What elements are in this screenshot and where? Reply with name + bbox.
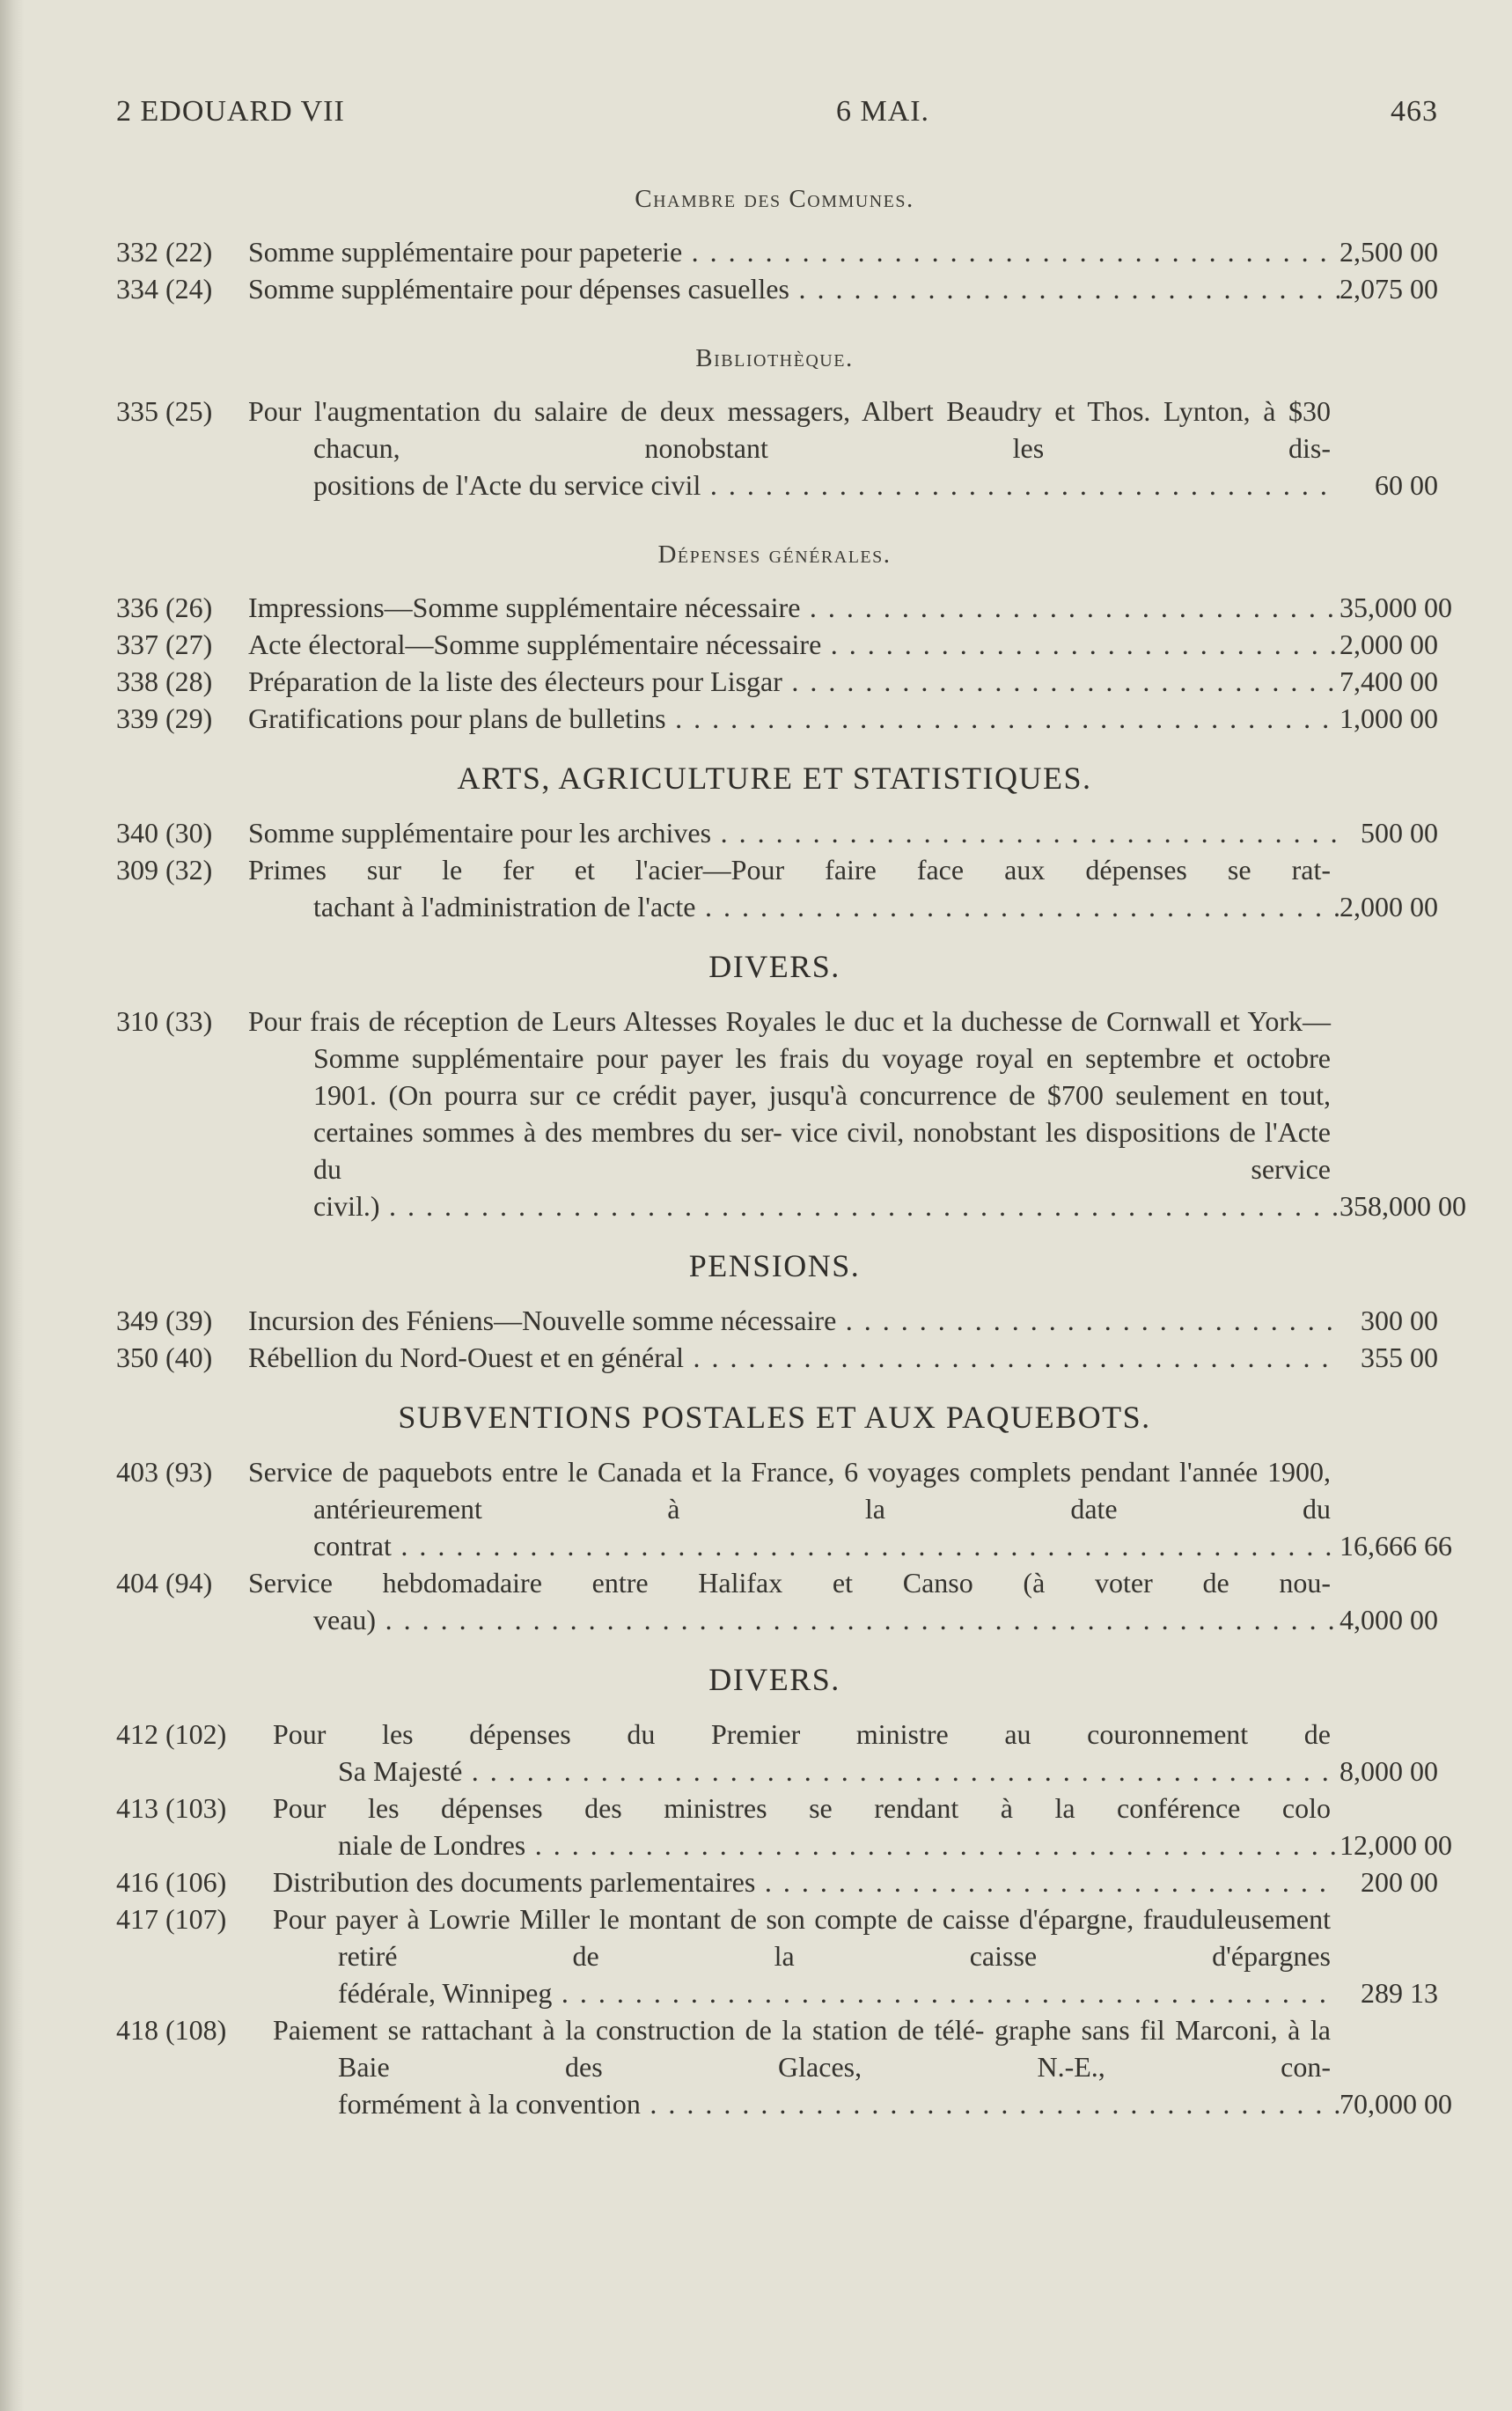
section-heading: SUBVENTIONS POSTALES ET AUX PAQUEBOTS.	[398, 1400, 1151, 1435]
estimate-entry	[106, 1564, 1443, 1638]
estimate-entry	[106, 233, 1443, 270]
entry-number: 416 (106)	[116, 1866, 227, 1898]
entry-text: Somme supplémentaire pour dépenses casuelles . . .	[248, 270, 1340, 307]
entry-amount: 7,400 00	[1340, 665, 1438, 697]
section-heading: ARTS, AGRICULTURE ET STATISTIQUES.	[457, 761, 1092, 796]
entry-amount: 200 00	[1361, 1866, 1438, 1898]
entry-description	[248, 1003, 1340, 1224]
entry-description	[248, 1564, 1340, 1638]
entry-number: 349 (39)	[116, 1305, 213, 1336]
entry-number: 418 (108)	[116, 2014, 227, 2046]
entry-text: Impressions—Somme supplémentaire nécessaire . . .	[248, 589, 1340, 626]
entry-text: Acte électoral—Somme supplémentaire nécessaire . . .	[248, 626, 1340, 663]
entry-text: Somme supplémentaire pour les archives . . .	[248, 814, 1340, 851]
entry-description	[273, 1900, 1340, 2011]
page-binding-edge	[0, 0, 25, 2411]
section	[106, 1399, 1452, 1638]
entry-text: Gratifications pour plans de bulletins . . .	[248, 700, 1340, 737]
estimate-entry	[106, 1863, 1443, 1900]
entry-number: 403 (93)	[116, 1456, 213, 1488]
entry-description	[248, 1339, 1340, 1376]
section-heading: DIVERS.	[708, 949, 840, 984]
entry-amount: 2,500 00	[1340, 236, 1438, 268]
estimate-entry	[106, 663, 1443, 700]
entry-text: Service hebdomadaire entre Halifax et Canso (à voter de nou-	[248, 1567, 1331, 1599]
entry-amount: 355 00	[1361, 1341, 1438, 1373]
entry-text: Service de paquebots entre le Canada et la France, 6 voyages complets pendant l'année 1900, antérieurement à la date du	[248, 1456, 1331, 1525]
estimate-entry	[106, 1302, 1443, 1339]
entry-text: Pour les dépenses des ministres se rendant à la conférence colo	[273, 1792, 1331, 1824]
document-page	[106, 95, 1466, 2122]
entry-description	[273, 1790, 1340, 1863]
estimate-entry	[106, 1339, 1443, 1376]
estimate-entry	[106, 393, 1443, 504]
entry-text: Pour frais de réception de Leurs Altesses Royales le duc et la duchesse de Cornwall et York—Somme supplémentaire pour payer les frais du voyage royal en septembre et octobre 1901. (On pourra sur ce crédit payer, jusqu'à concurrence de $700 seulement en tout, certaines sommes à des membres du ser- vice civil, nonobstant les dispositions de l'Acte du service	[248, 1005, 1331, 1185]
entry-number: 310 (33)	[116, 1005, 213, 1037]
entry-amount: 12,000 00	[1340, 1829, 1452, 1861]
section-heading: Dépenses générales.	[657, 540, 892, 569]
header-date: 6 MAI.	[835, 95, 930, 128]
estimate-entry	[106, 851, 1443, 925]
section-heading: Bibliothèque.	[695, 344, 854, 372]
section	[106, 760, 1443, 925]
entry-number: 338 (28)	[116, 665, 213, 697]
entry-number: 413 (103)	[116, 1792, 227, 1824]
entry-text: Rébellion du Nord-Ouest et en général . . .	[248, 1339, 1340, 1376]
entry-amount: 35,000 00	[1340, 592, 1452, 623]
entry-text: Pour l'augmentation du salaire de deux messagers, Albert Beaudry et Thos. Lynton, à $30 chacun, nonobstant les dis-	[248, 395, 1331, 464]
entry-text: Incursion des Féniens—Nouvelle somme nécessaire . . .	[248, 1302, 1340, 1339]
entry-description	[248, 700, 1340, 737]
entry-description	[248, 1453, 1340, 1564]
section-heading: DIVERS.	[708, 1662, 840, 1697]
entry-amount: 2,000 00	[1340, 891, 1438, 923]
entry-amount: 2,000 00	[1340, 628, 1438, 660]
entry-description	[273, 2011, 1340, 2122]
entry-amount: 16,666 66	[1340, 1530, 1452, 1562]
entry-description	[248, 270, 1340, 307]
entry-amount: 358,000 00	[1340, 1190, 1466, 1222]
entry-amount: 4,000 00	[1340, 1604, 1438, 1636]
running-header	[106, 95, 1443, 148]
entry-description	[248, 814, 1340, 851]
entry-description	[248, 626, 1340, 663]
entry-number: 332 (22)	[116, 236, 213, 268]
entry-description	[248, 851, 1340, 925]
section	[106, 1247, 1443, 1376]
entry-number: 309 (32)	[116, 854, 213, 886]
entry-text-last-line: niale de Londres . . .	[273, 1827, 1340, 1863]
entry-amount: 2,075 00	[1340, 273, 1438, 305]
entry-amount: 70,000 00	[1340, 2088, 1452, 2120]
entry-amount: 8,000 00	[1340, 1755, 1438, 1787]
entry-text: Paiement se rattachant à la construction de la station de télé- graphe sans fil Marconi, à la Baie des Glaces, N.-E., con-	[273, 2014, 1331, 2083]
page-number: 463	[1391, 95, 1438, 128]
entry-text: Pour payer à Lowrie Miller le montant de son compte de caisse d'épargne, frauduleusement retiré de la caisse d'épargnes	[273, 1903, 1331, 1972]
entry-number: 404 (94)	[116, 1567, 213, 1599]
entry-number: 350 (40)	[116, 1341, 213, 1373]
entry-text-last-line: fédérale, Winnipeg . . .	[273, 1974, 1340, 2011]
entry-text-last-line: contrat . . .	[248, 1527, 1340, 1564]
entry-amount: 289 13	[1361, 1977, 1438, 2009]
entry-description	[248, 663, 1340, 700]
estimate-entry	[106, 1900, 1443, 2011]
entry-number: 339 (29)	[116, 702, 213, 734]
entry-amount: 300 00	[1361, 1305, 1438, 1336]
entry-text-last-line: tachant à l'administration de l'acte . . .	[248, 888, 1340, 925]
section	[106, 948, 1466, 1224]
entry-text-last-line: civil.) . . .	[248, 1187, 1340, 1224]
entry-text-last-line: veau) . . .	[248, 1601, 1340, 1638]
header-regnal-year: 2 EDOUARD VII	[116, 95, 345, 128]
entry-description	[248, 1302, 1340, 1339]
estimate-entry	[106, 1790, 1452, 1863]
entry-number: 412 (102)	[116, 1718, 227, 1750]
entry-text: Préparation de la liste des électeurs pour Lisgar . . .	[248, 663, 1340, 700]
estimate-entry	[106, 1716, 1443, 1790]
estimate-entry	[106, 589, 1452, 626]
estimate-entry	[106, 270, 1443, 307]
entry-number: 335 (25)	[116, 395, 213, 427]
estimate-entry	[106, 2011, 1452, 2122]
entry-number: 337 (27)	[116, 628, 213, 660]
entry-description	[248, 233, 1340, 270]
entry-number: 340 (30)	[116, 817, 213, 849]
entry-number: 336 (26)	[116, 592, 213, 623]
section-heading: Chambre des Communes.	[635, 185, 914, 213]
entry-description	[248, 393, 1340, 504]
entry-text: Distribution des documents parlementaires . . .	[273, 1863, 1340, 1900]
estimates-list	[106, 185, 1466, 2122]
entry-number: 417 (107)	[116, 1903, 227, 1935]
entry-text: Somme supplémentaire pour papeterie . . .	[248, 233, 1340, 270]
entry-description	[273, 1716, 1340, 1790]
estimate-entry	[106, 814, 1443, 851]
estimate-entry	[106, 1003, 1466, 1224]
entry-text: Primes sur le fer et l'acier—Pour faire face aux dépenses se rat-	[248, 854, 1331, 886]
entry-amount: 1,000 00	[1340, 702, 1438, 734]
entry-description	[273, 1863, 1340, 1900]
entry-amount: 60 00	[1375, 469, 1438, 501]
estimate-entry	[106, 626, 1443, 663]
entry-text-last-line: formément à la convention . . .	[273, 2085, 1340, 2122]
section	[106, 344, 1443, 504]
section	[106, 185, 1443, 307]
section-heading: PENSIONS.	[688, 1248, 861, 1283]
estimate-entry	[106, 700, 1443, 737]
entry-text: Pour les dépenses du Premier ministre au couronnement de	[273, 1718, 1331, 1750]
entry-amount: 500 00	[1361, 817, 1438, 849]
estimate-entry	[106, 1453, 1452, 1564]
entry-text-last-line: Sa Majesté . . .	[273, 1753, 1340, 1790]
entry-number: 334 (24)	[116, 273, 213, 305]
entry-description	[248, 589, 1340, 626]
section	[106, 1661, 1452, 2122]
section	[106, 540, 1452, 737]
entry-text-last-line: positions de l'Acte du service civil . . .	[248, 467, 1340, 504]
